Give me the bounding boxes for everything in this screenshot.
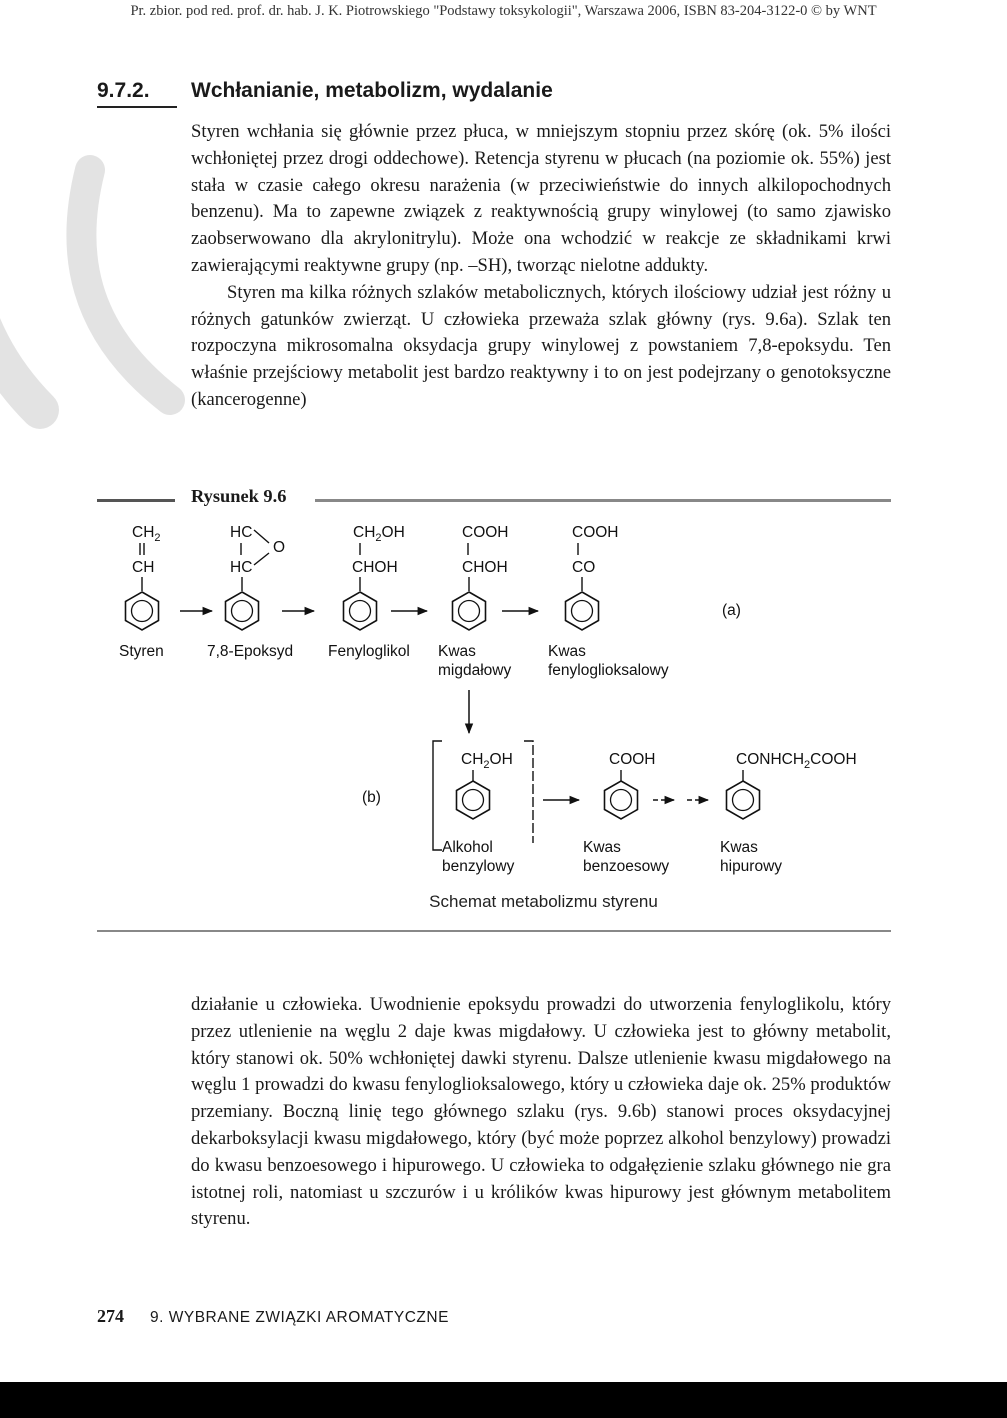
benzene-ring [566, 592, 599, 630]
body-text-top [191, 119, 891, 414]
compound-phenylglyoxylic-acid [548, 524, 669, 679]
formula: $CONHCH_2COOH$ [736, 751, 857, 771]
compound-name: Kwas [720, 839, 758, 856]
formula: COOH [572, 524, 619, 541]
compound-epoxide [207, 524, 293, 660]
compound-name: Kwas [548, 643, 586, 660]
oxygen-label: O [273, 539, 286, 556]
formula: COOH [462, 524, 509, 541]
compound-name: benzylowy [442, 858, 515, 875]
compound-name: 7,8-Epoksyd [207, 643, 294, 660]
compound-styrene [119, 524, 164, 660]
section-title: Wchłanianie, metabolizm, wydalanie [191, 79, 553, 102]
compound-hippuric-acid [720, 751, 857, 875]
paragraph: Styren wchłania się głównie przez płuca, w mniejszym stopniu przez skórę (ok. 5% ilości wchłoniętej przez drogi oddechowe). Retencja styrenu w płucach (na poziomie ok. 55%) jest stała w czasie całego okresu narażenia (w przeciwieństwie do innych alkilopochodnych benzenu). Ma to zapewne związek z reaktywnością grupy winylowej (to samo zjawisko zaobserwowano dla akrylonitrylu). Może ona wchodzić w reakcje ze składnikami krwi zawierającymi reaktywne grupy (np. –SH), tworząc nielotne addukty. [191, 121, 891, 276]
benzene-ring [453, 592, 486, 630]
figure-rule-right [315, 499, 891, 502]
page-number: 274 [97, 1306, 124, 1326]
path-a-label: (a) [722, 602, 741, 619]
benzene-ring [226, 592, 259, 630]
copyright-header: Pr. zbior. pod red. prof. dr. hab. J. K. Piotrowskiego "Podstawy toksykologii", Warszawa 2006, ISBN 83-204-3122-0 © by WNT [130, 3, 877, 19]
body-text-bottom [191, 992, 891, 1233]
paragraph: Styren ma kilka różnych szlaków metabolicznych, których ilościowy udział jest różny u różnych gatunków zwierząt. U człowieka przeważa szlak główny (rys. 9.6a). Szlak ten rozpoczyna mikrosomalna oksydacja grupy winylowej z powstaniem 7,8-epoksydu. Ten właśnie przejściowy metabolit jest bardzo reaktywny i to on jest podejrzany o genotoksyczne (kancerogenne) [191, 281, 891, 410]
benzene-ring [727, 781, 760, 819]
compound-name: fenyloglioksalowy [548, 662, 669, 679]
formula: CHOH [462, 559, 508, 576]
path-b-label: (b) [362, 789, 381, 806]
compound-name: Fenyloglikol [328, 643, 410, 660]
section-number: 9.7.2. [97, 79, 177, 108]
figure-caption: Schemat metabolizmu styrenu [429, 892, 658, 911]
compound-phenylglycol [328, 524, 410, 660]
compound-name: Kwas [583, 839, 621, 856]
benzene-ring [126, 592, 159, 630]
chapter-title: 9. WYBRANE ZWIĄZKI AROMATYCZNE [150, 1309, 449, 1326]
compound-name: Kwas [438, 643, 476, 660]
benzene-ring [344, 592, 377, 630]
metabolism-scheme [97, 515, 897, 885]
formula: $CH_2$ [132, 524, 161, 544]
formula: $CH_2OH$ [353, 524, 405, 544]
compound-name: Alkohol [442, 839, 493, 856]
page-footer [97, 1306, 449, 1327]
compound-benzoic-acid [583, 751, 669, 875]
compound-name: hipurowy [720, 858, 783, 875]
bracket-right [524, 741, 533, 843]
bracket-left [433, 741, 442, 850]
formula: CH [132, 559, 155, 576]
figure-rule-bottom [97, 930, 891, 932]
formula: COOH [609, 751, 656, 768]
benzene-ring [457, 781, 490, 819]
figure-rule-left [97, 499, 175, 502]
figure-label: Rysunek 9.6 [183, 486, 294, 507]
formula: CHOH [352, 559, 398, 576]
section-heading [97, 79, 557, 108]
benzene-ring [605, 781, 638, 819]
compound-name: migdałowy [438, 662, 512, 679]
compound-name: benzoesowy [583, 858, 670, 875]
compound-name: Styren [119, 643, 164, 660]
formula: HC [230, 524, 253, 541]
formula: HC [230, 559, 253, 576]
compound-mandelic-acid [438, 524, 511, 679]
formula: $CH_2OH$ [461, 751, 513, 771]
paragraph: działanie u człowieka. Uwodnienie epoksydu prowadzi do utworzenia fenyloglikolu, który przez utlenienie na węglu 2 daje kwas migdałowy. U człowieka jest to główny metabolit, który stanowi ok. 50% wchłoniętej dawki styrenu. Dalsze utlenienie kwasu migdałowego na węglu 1 prowadzi do kwasu fenyloglioksalowego, który u człowieka daje ok. 25% produktów przemiany. Boczną linię tego głównego szlaku (rys. 9.6b) stanowi proces oksydacyjnej dekarboksylacji kwasu migdałowego, który (być może poprzez alkohol benzylowy) prowadzi do kwasu benzoesowego i hipurowego. U człowieka to odgałęzienie szlaku głównego nie gra istotnej roli, natomiast u szczurów i u królików kwas hipurowy jest głównym metabolitem styrenu. [191, 994, 891, 1230]
formula: CO [572, 559, 596, 576]
compound-benzyl-alcohol [442, 751, 515, 875]
